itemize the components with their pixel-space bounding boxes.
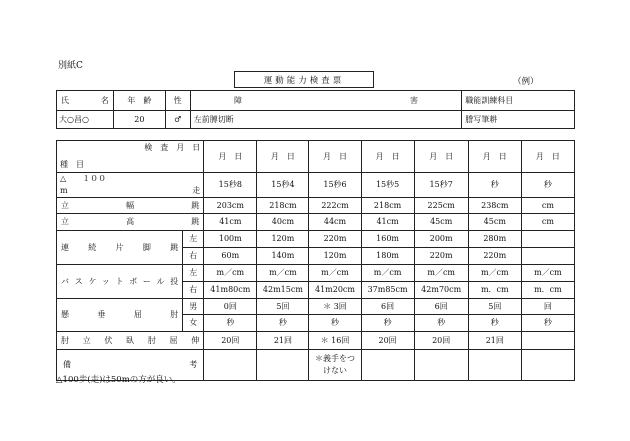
pushup-7 [521,332,574,350]
hop-right-5: 220m [414,248,468,265]
high-jump-7: cm [521,214,574,231]
pullup-male-6: 5回 [468,299,521,315]
hop-right-3: 120m [309,248,361,265]
high-jump-6: 45cm [468,214,521,231]
row-pushup [57,332,575,350]
row-broad-jump [57,198,575,214]
high-jump-1: 41cm [204,214,257,231]
date-col-2: 月 日 [257,141,309,173]
basketball-left-7: m／cm [521,265,574,282]
basketball-right-7: m．cm [521,282,574,299]
run-7: 秒 [521,173,574,198]
high-jump-5: 45cm [414,214,468,231]
basketball-right-1: 41m80cm [204,282,257,299]
broad-jump-5: 225cm [414,198,468,214]
pullup-male-1: 0回 [204,299,257,315]
pushup-3: ＊ 16回 [309,332,361,350]
pullup-male-5: 6回 [414,299,468,315]
pullup-male-3: ＊ 3回 [309,299,361,315]
corner-date-label: 検 査 月 日 [144,143,201,152]
hop-left-2: 120m [257,231,309,248]
date-col-7: 月 日 [521,141,574,173]
date-col-1: 月 日 [204,141,257,173]
hop-right-7 [521,248,574,265]
pullup-side-female: 女 [183,315,204,332]
row-run [57,173,575,198]
label-sex: 性 [165,91,190,111]
remarks-2 [257,350,309,381]
row-hop-left [57,231,575,248]
hop-left-3: 220m [309,231,361,248]
broad-jump-3: 222cm [309,198,361,214]
high-jump-3: 44cm [309,214,361,231]
row-pullup-male [57,299,575,315]
date-col-6: 月 日 [468,141,521,173]
basketball-left-3: m／cm [309,265,361,282]
run-6: 秒 [468,173,521,198]
label-broad-jump: 立幅跳 [57,198,204,214]
run-1: 15秒8 [204,173,257,198]
run-5: 15秒7 [414,173,468,198]
pushup-1: 20回 [204,332,257,350]
run-2: 15秒4 [257,173,309,198]
row-basketball-left [57,265,575,282]
hop-right-6: 220m [468,248,521,265]
form-title: 運動能力検査票 [234,71,374,88]
pullup-female-6: 秒 [468,315,521,332]
broad-jump-6: 238cm [468,198,521,214]
pullup-female-4: 秒 [361,315,414,332]
value-training: 謄写筆耕 [462,111,575,129]
hop-side-left: 左 [183,231,204,248]
label-high-jump: 立高跳 [57,214,204,231]
date-col-5: 月 日 [414,141,468,173]
pushup-4: 20回 [361,332,414,350]
run-label-run: 走 [192,186,201,195]
example-mark: （例） [513,77,539,87]
value-name: 大○昌○ [57,111,114,129]
high-jump-2: 40cm [257,214,309,231]
date-header-row [57,141,575,173]
label-pushup: 肘立伏臥肘屈伸 [57,332,204,350]
basketball-left-4: m／cm [361,265,414,282]
label-training: 職能訓練科目 [462,91,575,111]
broad-jump-7: cm [521,198,574,214]
broad-jump-2: 218cm [257,198,309,214]
pullup-side-male: 男 [183,299,204,315]
pullup-female-3: 秒 [309,315,361,332]
remarks-3-line1: ＊義手をつ [315,354,355,363]
run-label-top: △ １００ [60,174,107,183]
basketball-left-6: m／cm [468,265,521,282]
broad-jump-1: 203cm [204,198,257,214]
pullup-male-7: 回 [521,299,574,315]
basketball-right-5: 42m70cm [414,282,468,299]
pullup-female-5: 秒 [414,315,468,332]
remarks-7 [521,350,574,381]
remarks-3 [309,350,361,381]
corner-cell [57,141,204,173]
basketball-side-right: 右 [183,282,204,299]
pushup-6: 21回 [468,332,521,350]
value-sex: ♂ [165,111,190,129]
corner-event-label: 種 目 [60,160,84,169]
basketball-right-3: 41m20cm [309,282,361,299]
basketball-right-4: 37m85cm [361,282,414,299]
basketball-left-2: m／cm [257,265,309,282]
attachment-label: 別紙C [58,61,83,71]
pullup-female-2: 秒 [257,315,309,332]
date-col-3: 月 日 [309,141,361,173]
basketball-side-left: 左 [183,265,204,282]
pullup-male-4: 6回 [361,299,414,315]
label-age: 年 齢 [113,91,165,111]
basketball-right-2: 42m15cm [257,282,309,299]
pullup-male-2: 5回 [257,299,309,315]
remarks-5 [414,350,468,381]
footnote: △100歩(走)は50mの方が良い。 [56,375,181,385]
label-run [57,173,204,198]
hop-right-4: 180m [361,248,414,265]
remarks-1 [204,350,257,381]
date-col-4: 月 日 [361,141,414,173]
hop-left-4: 160m [361,231,414,248]
run-label-m: m [60,186,68,195]
remarks-4 [361,350,414,381]
basketball-left-5: m／cm [414,265,468,282]
row-high-jump [57,214,575,231]
pushup-5: 20回 [414,332,468,350]
remarks-6 [468,350,521,381]
run-3: 15秒6 [309,173,361,198]
run-4: 15秒5 [361,173,414,198]
label-disability: 障 害 [190,91,462,111]
basketball-left-1: m／cm [204,265,257,282]
basketball-right-6: m．cm [468,282,521,299]
pushup-2: 21回 [257,332,309,350]
hop-side-right: 右 [183,248,204,265]
hop-left-7 [521,231,574,248]
pullup-female-1: 秒 [204,315,257,332]
hop-right-2: 140m [257,248,309,265]
pullup-female-7: 秒 [521,315,574,332]
label-pullup: 懸垂屈肘 [57,299,183,332]
exam-table [56,140,575,381]
value-disability: 左前膊切断 [190,111,462,129]
label-hop: 連続片脚跳 [57,231,183,265]
label-remarks: 備 考 [57,350,204,381]
broad-jump-4: 218cm [361,198,414,214]
label-basketball: バスケットボール投 [57,265,183,299]
hop-right-1: 60m [204,248,257,265]
hop-left-6: 280m [468,231,521,248]
info-table [56,90,575,129]
label-name: 氏 名 [57,91,114,111]
hop-left-1: 100m [204,231,257,248]
value-age: 20 [113,111,165,129]
remarks-3-line2: けない [323,366,347,375]
high-jump-4: 41cm [361,214,414,231]
hop-left-5: 200m [414,231,468,248]
